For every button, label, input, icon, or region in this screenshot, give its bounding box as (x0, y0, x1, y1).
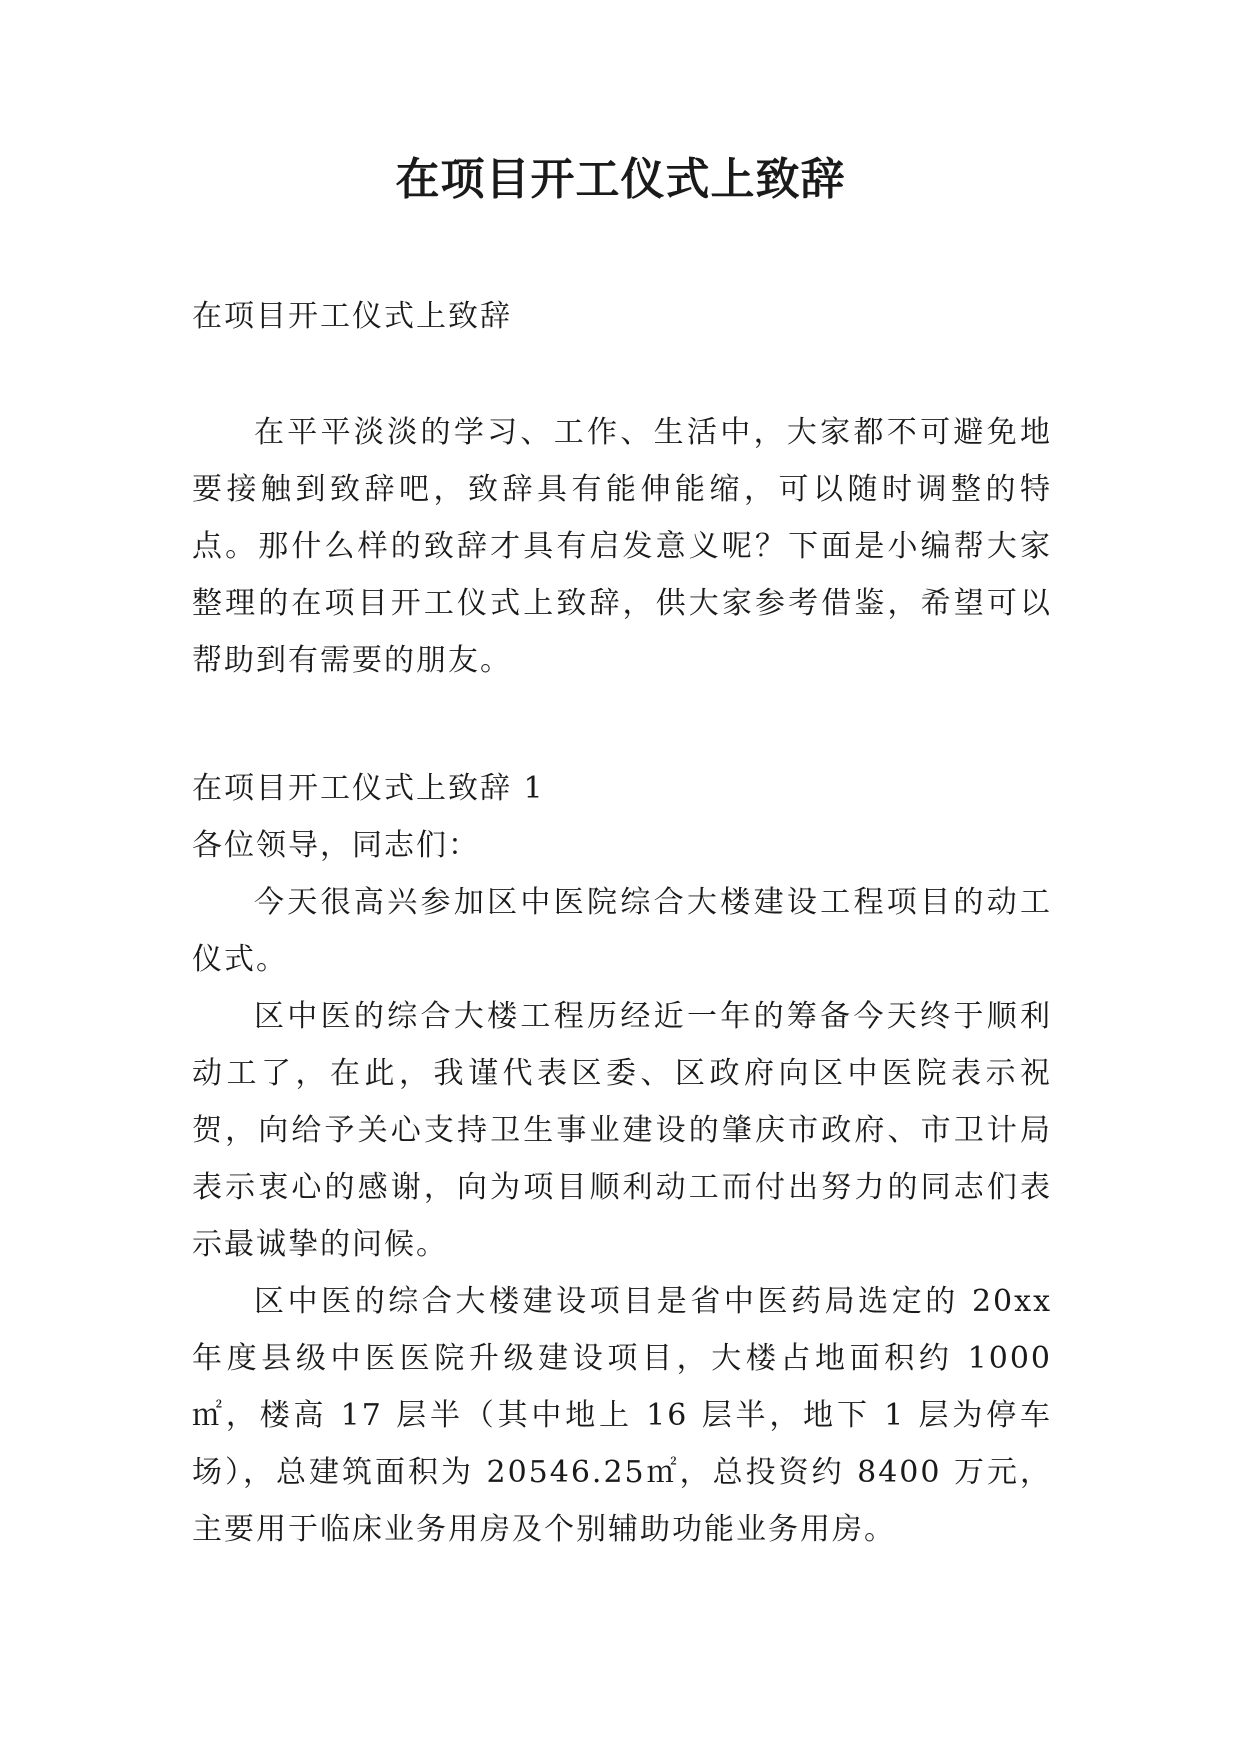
salutation: 各位领导，同志们： (192, 828, 480, 863)
body-paragraph: 区中医的综合大楼工程历经近一年的筹备今天终于顺利动工了，在此，我谨代表区委、区政府向区中医院表示祝贺，向给予关心支持卫生事业建设的肇庆市政府、市卫计局表示衷心的感谢，向为项目顺利动工而付出努力的同志们表示最诚挚的问候。 (192, 999, 1052, 1262)
intro-paragraph: 在平平淡淡的学习、工作、生活中，大家都不可避免地要接触到致辞吧，致辞具有能伸能缩，可以随时调整的特点。那什么样的致辞才具有启发意义呢？下面是小编帮大家整理的在项目开工仪式上致辞，供大家参考借鉴，希望可以帮助到有需要的朋友。 (192, 415, 1052, 678)
body-paragraph: 今天很高兴参加区中医院综合大楼建设工程项目的动工仪式。 (192, 885, 1052, 977)
section-heading: 在项目开工仪式上致辞 1 (192, 771, 545, 806)
document-title: 在项目开工仪式上致辞 (395, 154, 846, 205)
body-paragraph: 区中医的综合大楼建设项目是省中医药局选定的 20xx 年度县级中医医院升级建设项目，大楼占地面积约 1000㎡，楼高 17 层半（其中地上 16 层半，地下 1 层为停车场），总建筑面积为 20546.25㎡，总投资约 8400 万元，主要用于临床业务用房及个别辅助功能业务用房。 (192, 1284, 1052, 1547)
document-subtitle: 在项目开工仪式上致辞 (192, 299, 512, 334)
